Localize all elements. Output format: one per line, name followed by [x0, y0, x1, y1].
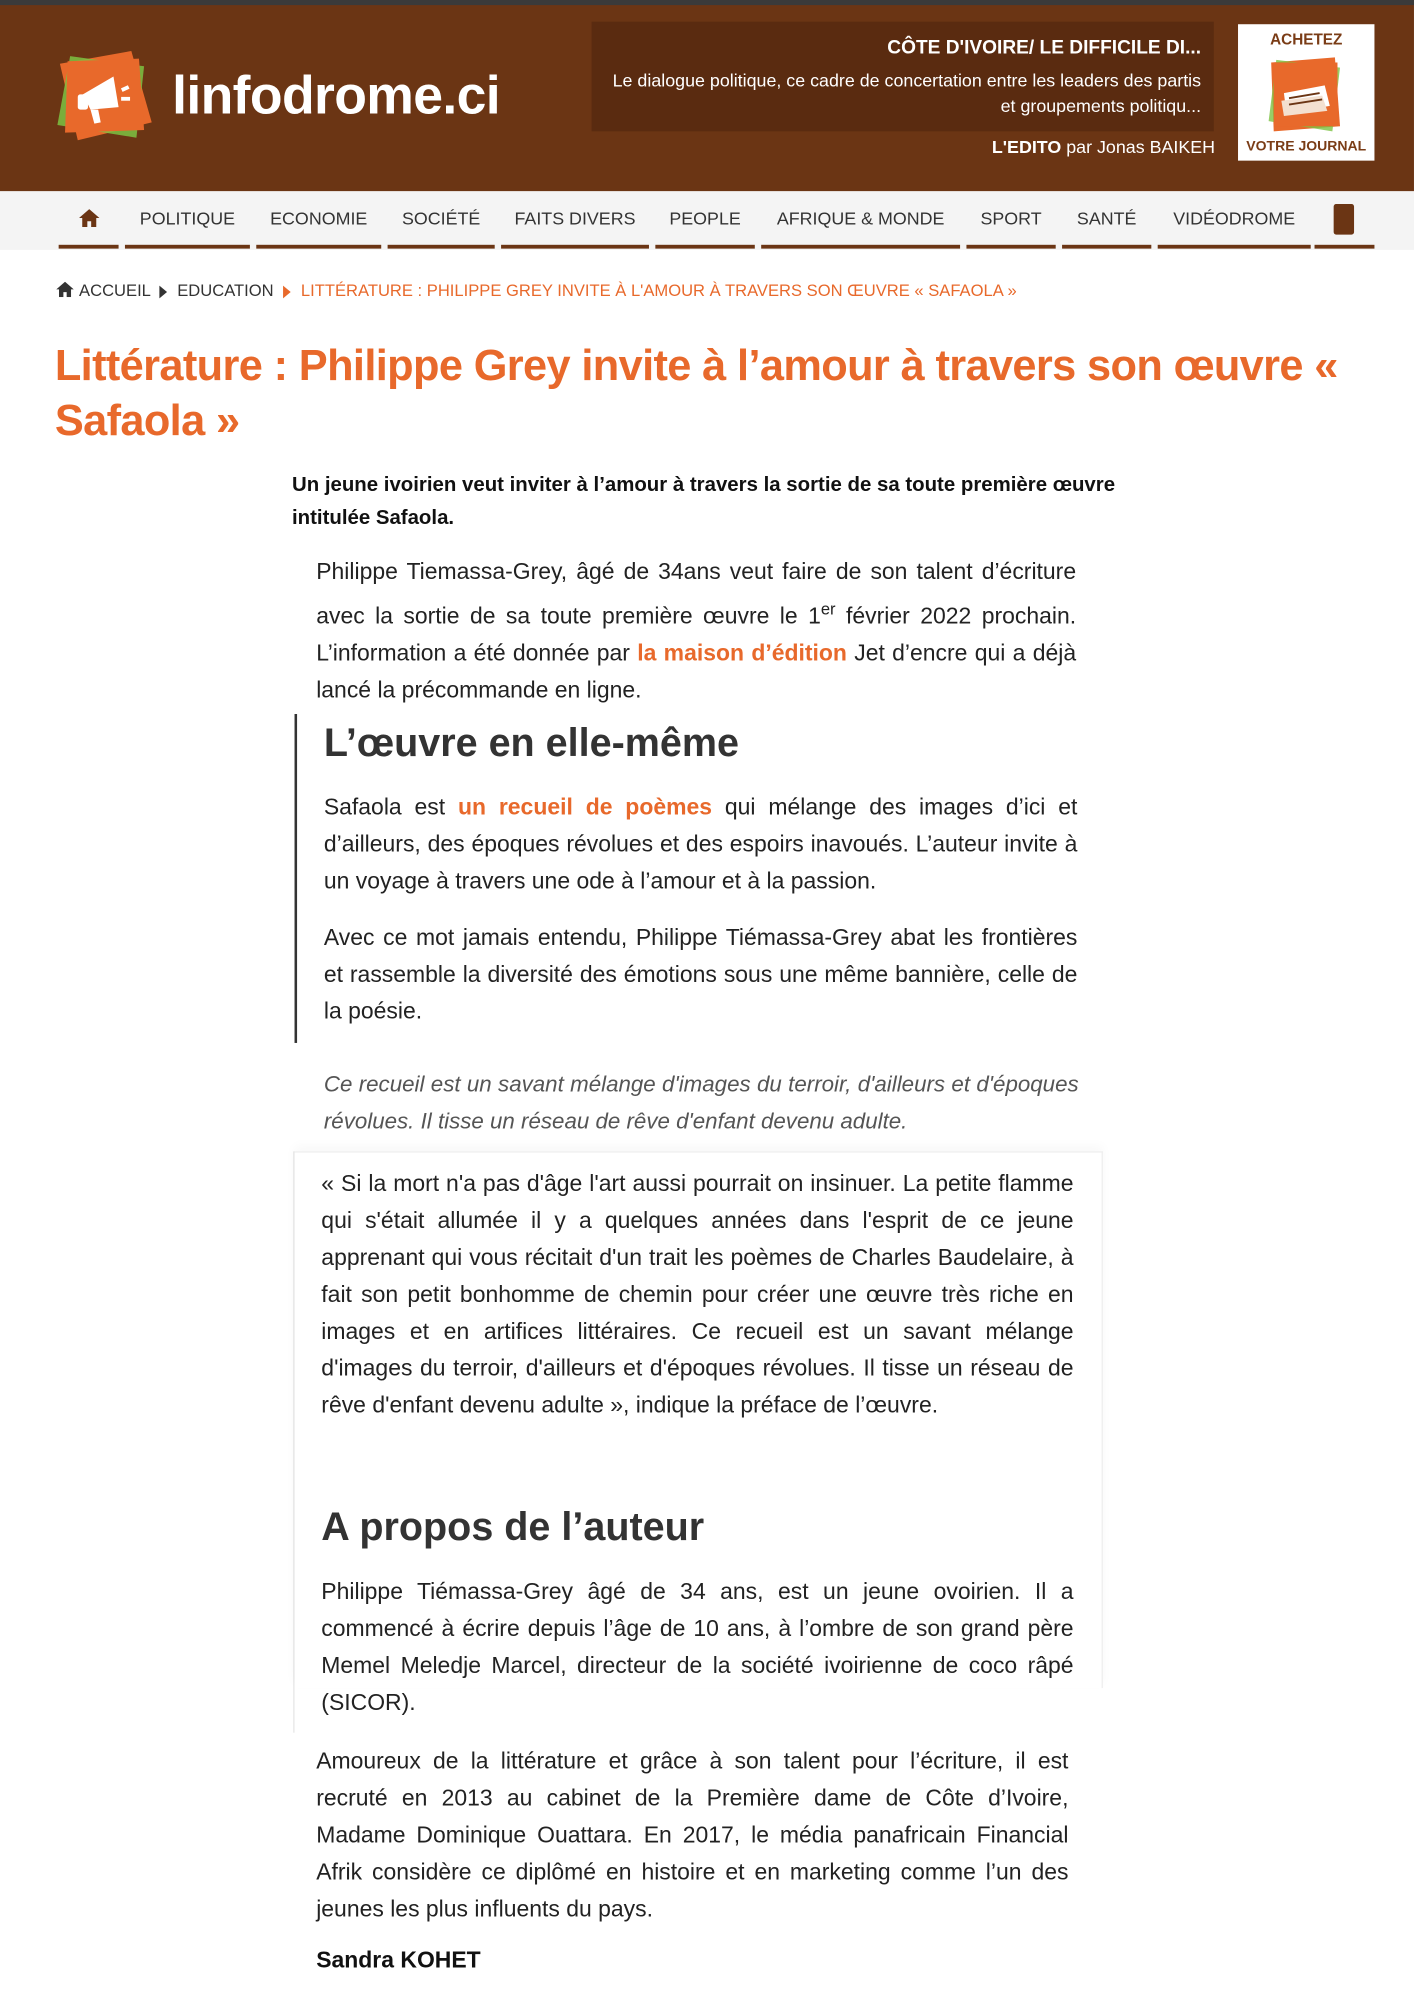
- section-left-rule: [295, 714, 298, 1043]
- nav-sport[interactable]: SPORT: [966, 191, 1055, 248]
- nav-faits-divers[interactable]: FAITS DIVERS: [501, 191, 649, 248]
- edito-label: L'EDITO: [991, 136, 1062, 157]
- ticker-title[interactable]: CÔTE D'IVOIRE/ LE DIFFICILE DI...: [887, 36, 1202, 59]
- nav-societe[interactable]: SOCIÉTÉ: [388, 191, 495, 248]
- site-header: [0, 0, 1414, 191]
- paragraph-frontieres: Avec ce mot jamais entendu, Philippe Tiémassa-Grey abat les frontières et rassemble la diversité des émotions sous une même bannière, celle de la poésie.: [323, 924, 1078, 1024]
- breadcrumb-home-icon[interactable]: [56, 282, 74, 297]
- section-heading-oeuvre: L’œuvre en elle-même: [323, 720, 740, 765]
- nav-videodrome[interactable]: VIDÉODROME: [1158, 191, 1311, 248]
- journal-bottom-label: VOTRE JOURNAL: [1246, 138, 1367, 155]
- nav-politique[interactable]: POLITIQUE: [125, 191, 250, 248]
- breadcrumb-separator-icon: [159, 286, 167, 299]
- nav-afrique-monde[interactable]: AFRIQUE & MONDE: [761, 191, 960, 248]
- site-logo-text[interactable]: linfodrome.ci: [172, 65, 501, 125]
- journal-top-label: ACHETEZ: [1270, 30, 1343, 49]
- text-span: Safaola est: [323, 794, 458, 820]
- main-nav: [0, 191, 1414, 250]
- text-span: février 2022 prochain. L’information a été donnée par: [316, 603, 1077, 666]
- publisher-link[interactable]: la maison d’édition: [637, 640, 847, 666]
- top-strip: [0, 0, 1414, 5]
- article-author: Sandra KOHET: [316, 1946, 481, 1973]
- buy-journal-button[interactable]: [1238, 24, 1374, 160]
- pull-quote: Ce recueil est un savant mélange d'images du terroir, d'ailleurs et d'époques révolues. Il tisse un réseau de rêve d'enfant devenu adulte.: [323, 1071, 1079, 1134]
- edito-author: par Jonas BAIKEH: [1066, 136, 1216, 157]
- text-span: Jet d’encre qui a déjà lancé la précommande en ligne.: [316, 640, 1077, 703]
- headline-ticker[interactable]: [592, 22, 1214, 132]
- superscript: er: [820, 599, 836, 619]
- paragraph-career: Amoureux de la littérature et grâce à son talent pour l’écriture, il est recruté en 2013 au cabinet de la Première dame de Côte d’Ivoire, Madame Dominique Ouattara. En 2017, le média panafricain Financial Afrik considère ce diplômé en histoire et en marketing comme l’un des jeunes les plus influents du pays.: [316, 1748, 1069, 1922]
- nav-sante[interactable]: SANTÉ: [1062, 191, 1151, 248]
- text-span: Philippe Tiemassa-Grey, âgé de 34ans veut faire de son talent d’écriture avec la sortie de sa toute première œuvre le 1: [316, 558, 1077, 629]
- breadcrumb-category[interactable]: EDUCATION: [177, 280, 274, 300]
- nav-economie[interactable]: ECONOMIE: [256, 191, 381, 248]
- ticker-text[interactable]: Le dialogue politique, ce cadre de concertation entre les leaders des partis et groupements politiqu...: [612, 70, 1202, 117]
- text-span: qui mélange des images d’ici et d’ailleurs, des époques révolues et des espoirs inavoués. L’auteur invite à un voyage à travers une ode à l’amour et à la passion.: [323, 794, 1078, 894]
- more-menu-icon[interactable]: [1334, 204, 1354, 235]
- nav-people[interactable]: PEOPLE: [655, 191, 754, 248]
- article-lead: Un jeune ivoirien veut inviter à l’amour à travers la sortie de sa toute première œuvre intitulée Safaola.: [291, 474, 1116, 530]
- paragraph-preface: « Si la mort n'a pas d'âge l'art aussi pourrait on insinuer. La petite flamme qui s'était allumée il y a quelques années dans l'esprit de ce jeune apprenant qui vous récitait d'un trait les poèmes de Charles Baudelaire, à fait son petit bonhomme de chemin pour créer une œuvre très riche en images et en artifices littéraires. Ce recueil est un savant mélange d'images du terroir, d'ailleurs et d'époques révolues. Il tisse un réseau de rêve d'enfant devenu adulte », indique la préface de l’œuvre.: [321, 1170, 1074, 1418]
- article-title: Littérature : Philippe Grey invite à l’amour à travers son œuvre « Safaola »: [54, 341, 1338, 445]
- paragraph-author-bio: Philippe Tiémassa-Grey âgé de 34 ans, est un jeune ovoirien. Il a commencé à écrire depuis l’âge de 10 ans, à l’ombre de son grand père Memel Meledje Marcel, directeur de la société ivoirienne de coco râpé (SICOR).: [321, 1578, 1074, 1715]
- paragraph-safaola: [324, 789, 1078, 900]
- site-logo-icon[interactable]: [55, 46, 157, 145]
- edito-link[interactable]: [992, 136, 1215, 156]
- newspaper-icon: [1266, 55, 1345, 134]
- poems-link[interactable]: un recueil de poèmes: [457, 794, 713, 820]
- section-heading-auteur: A propos de l’auteur: [321, 1504, 705, 1550]
- breadcrumb-current: LITTÉRATURE : PHILIPPE GREY INVITE À L'AMOUR À TRAVERS SON ŒUVRE « SAFAOLA »: [300, 280, 1017, 300]
- breadcrumb-home[interactable]: ACCUEIL: [79, 280, 151, 300]
- paragraph-intro: [316, 553, 1076, 709]
- breadcrumb-separator-icon: [283, 286, 291, 299]
- home-icon: [78, 209, 98, 227]
- nav-home[interactable]: [59, 191, 119, 248]
